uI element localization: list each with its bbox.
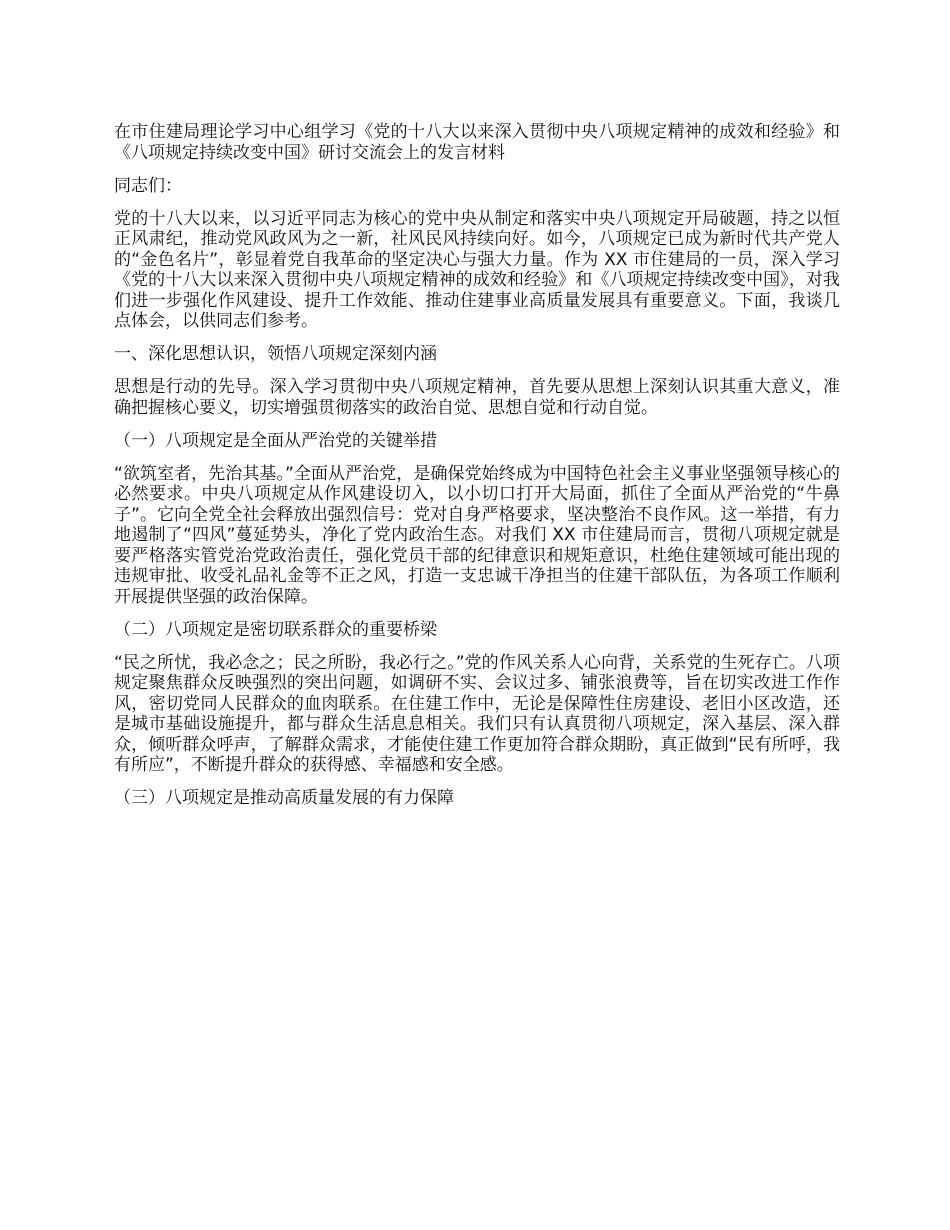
subsection-2-heading: （二）八项规定是密切联系群众的重要桥梁 [114,619,437,640]
document-page [114,122,840,821]
subsection-3-heading: （三）八项规定是推动高质量发展的有力保障 [114,788,454,808]
subsection-1-body: “欲筑室者，先治其基。”全面从严治党，是确保党始终成为中国特色社会主义事业坚强领导核心的必然要求。中央八项规定从作风建设切入，以小切口打开大局面，抓住了全面从严治党的“牛鼻子”。它向全党全社会释放出强烈信号：党对自身严格要求，坚决整治不良作风。这一举措，有力地遏制了“四风”蔓延势头，净化了党内政治生态。对我们 XX 市住建局而言，贯彻八项规定就是要严格落实管党治党政治责任，强化党员干部的纪律意识和规矩意识，杜绝住建领域可能出现的违规审批、收受礼品礼金等不正之风，打造一支忠诚干净担当的住建干部队伍，为各项工作顺利开展提供坚强的政治保障。 [114,463,840,607]
greeting: 同志们： [114,175,182,196]
document-title: 在市住建局理论学习中心组学习《党的十八大以来深入贯彻中央八项规定精神的成效和经验》和《八项规定持续改变中国》研讨交流会上的发言材料 [114,122,840,163]
subsection-1-heading: （一）八项规定是全面从严治党的关键举措 [114,430,437,451]
intro-paragraph: 党的十八大以来，以习近平同志为核心的党中央从制定和落实中央八项规定开局破题，持之以恒正风肃纪，推动党风政风为之一新，社风民风持续向好。如今，八项规定已成为新时代共产党人的“金色名片”，彰显着党自我革命的坚定决心与强大力量。作为 XX 市住建局的一员，深入学习《党的十八大以来深入贯彻中央八项规定精神的成效和经验》和《八项规定持续改变中国》，对我们进一步强化作风建设、提升工作效能、推动住建事业高质量发展具有重要意义。下面，我谈几点体会，以供同志们参考。 [114,208,840,331]
subsection-2-body: “民之所忧，我必念之；民之所盼，我必行之。”党的作风关系人心向背，关系党的生死存亡。八项规定聚焦群众反映强烈的突出问题，如调研不实、会议过多、铺张浪费等，旨在切实改进工作作风，密切党同人民群众的血肉联系。在住建工作中，无论是保障性住房建设、老旧小区改造，还是城市基础设施提升，都与群众生活息息相关。我们只有认真贯彻八项规定，深入基层、深入群众，倾听群众呼声，了解群众需求，才能使住建工作更加符合群众期盼，真正做到“民有所呼，我有所应”，不断提升群众的获得感、幸福感和安全感。 [114,652,840,775]
section-1-intro: 思想是行动的先导。深入学习贯彻中央八项规定精神，首先要从思想上深刻认识其重大意义，准确把握核心要义，切实增强贯彻落实的政治自觉、思想自觉和行动自觉。 [114,377,840,418]
section-1-heading: 一、深化思想认识，领悟八项规定深刻内涵 [114,344,437,364]
